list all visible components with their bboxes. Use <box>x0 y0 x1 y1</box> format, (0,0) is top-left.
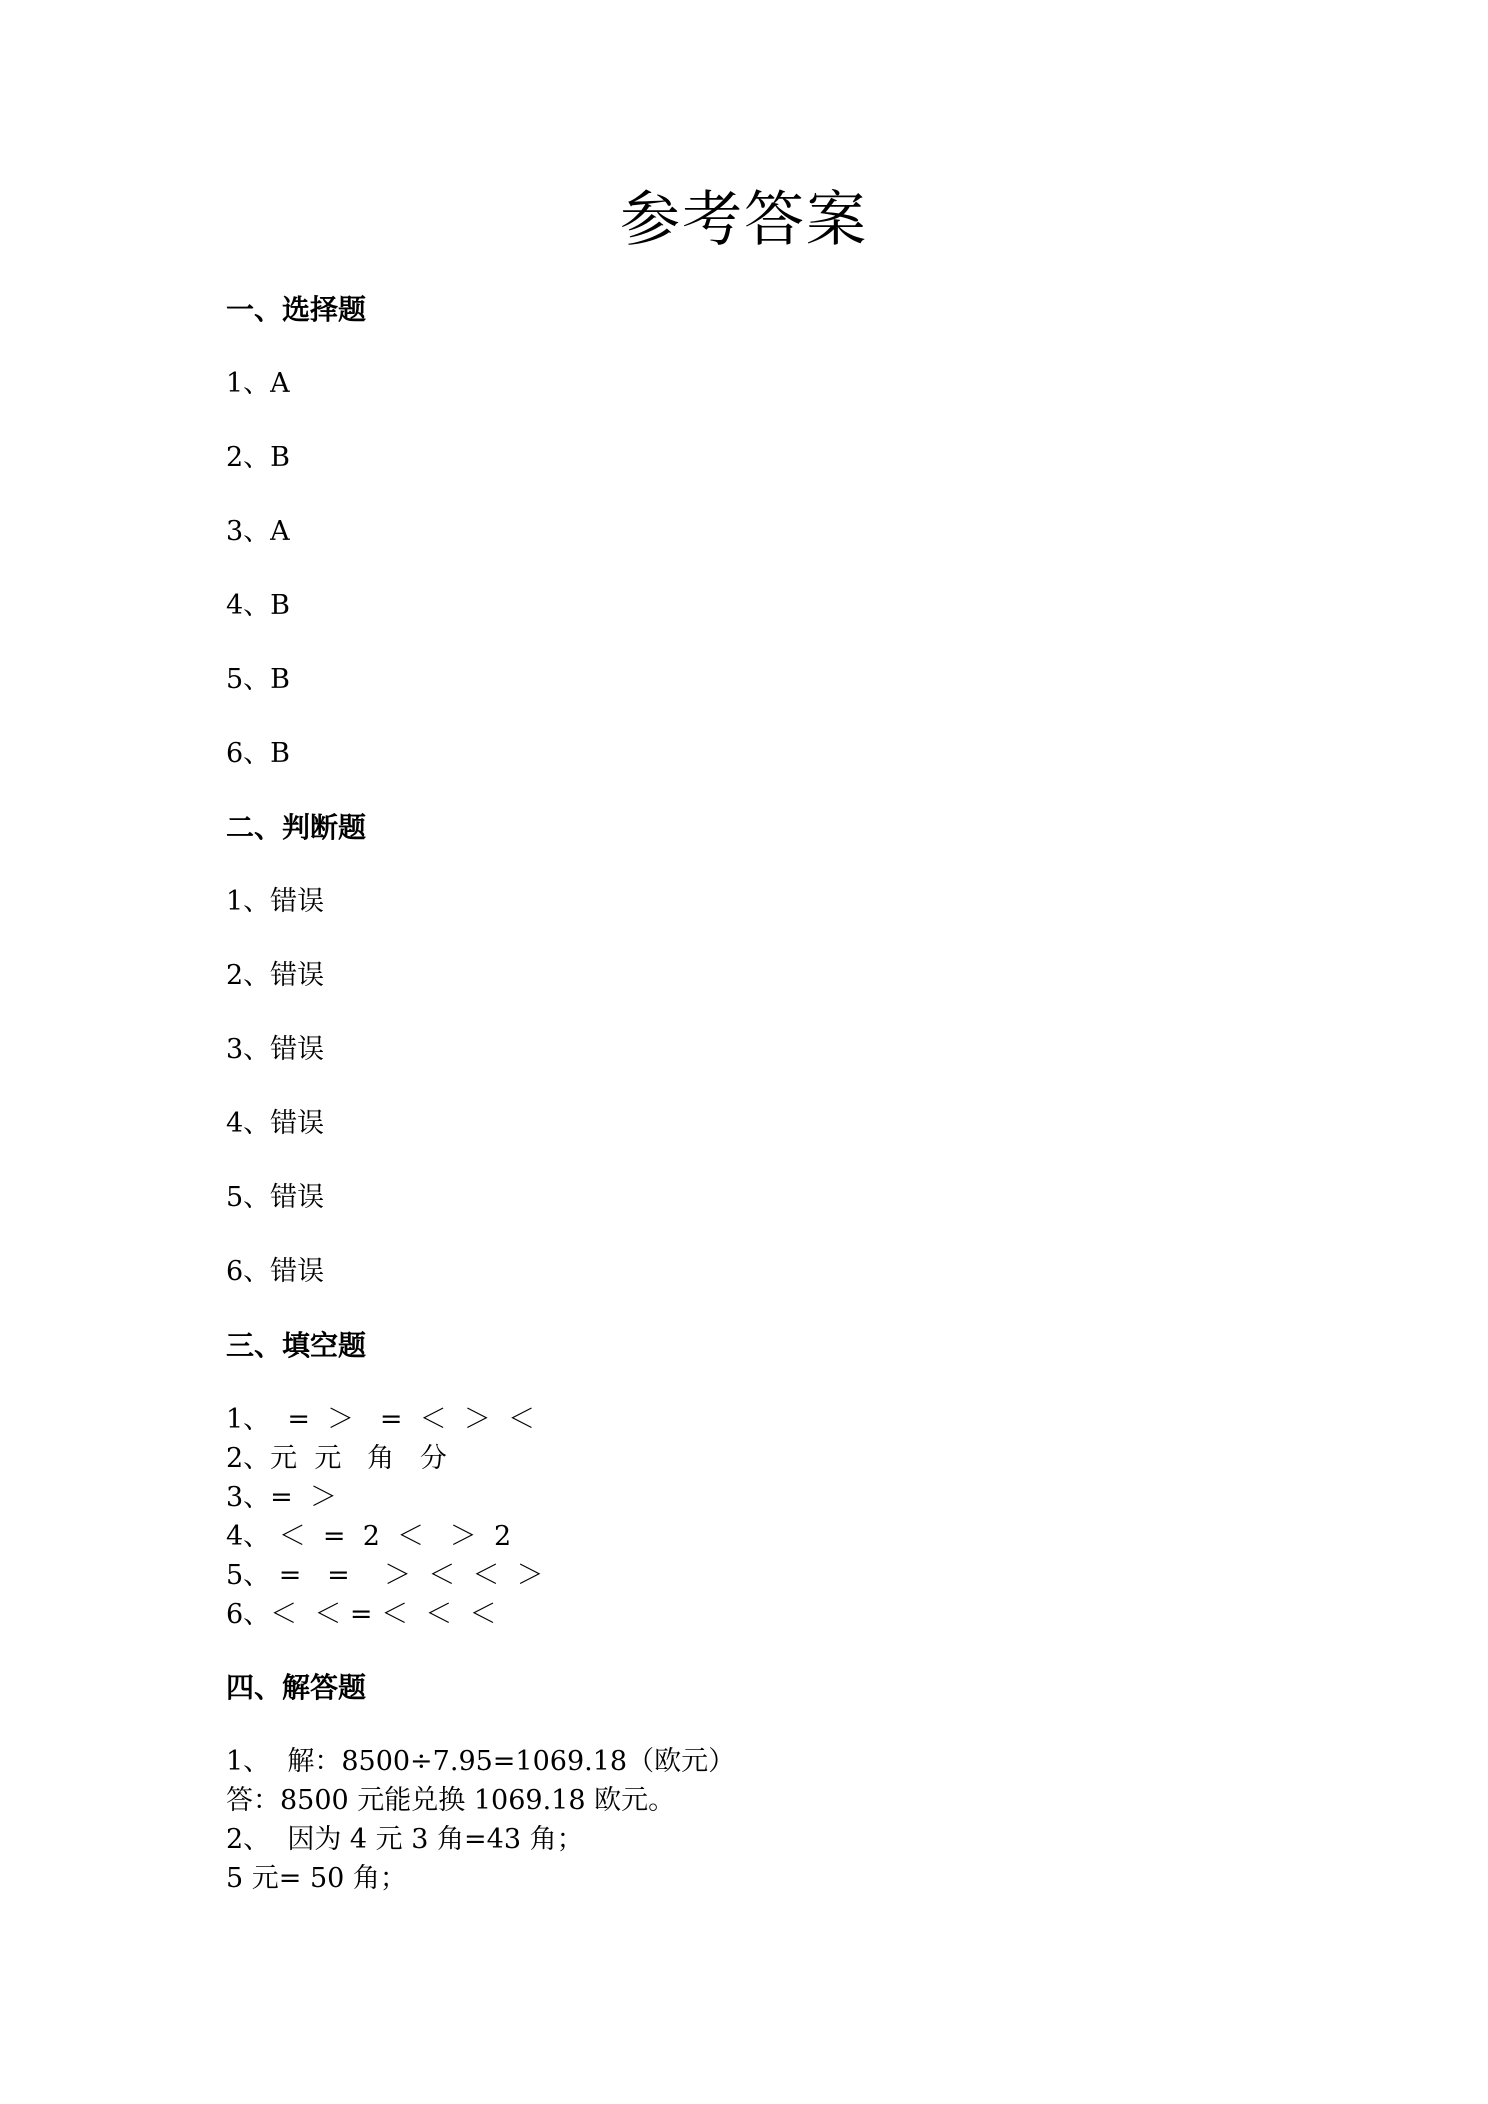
answer-item: 答：8500 元能兑换 1069.18 欧元。 <box>226 1785 676 1816</box>
answer-item: 1、 = ＞ = ＜ ＞ ＜ <box>226 1404 535 1435</box>
section-word-problems <box>226 1668 1326 1898</box>
answer-item: 3、= ＞ <box>226 1482 337 1513</box>
answer-item: 2、B <box>226 442 291 473</box>
answer-item: 6、＜ ＜ = ＜ ＜ ＜ <box>226 1599 497 1630</box>
section-heading: 二、判断题 <box>226 811 367 844</box>
answer-item: 4、B <box>226 590 291 621</box>
answer-item: 3、错误 <box>226 1034 325 1065</box>
section-heading: 四、解答题 <box>226 1671 367 1704</box>
answer-item: 5 元= 50 角； <box>226 1863 407 1894</box>
answer-item: 2、 因为 4 元 3 角=43 角； <box>226 1824 584 1855</box>
answer-item: 5、 = = ＞ ＜ ＜ ＞ <box>226 1560 544 1591</box>
answer-item: 6、错误 <box>226 1256 325 1287</box>
answer-item: 3、A <box>226 516 290 547</box>
section-multiple-choice <box>226 290 1326 774</box>
answer-item: 5、B <box>226 664 291 695</box>
answer-content <box>226 290 1326 1898</box>
answer-item: 1、A <box>226 368 290 399</box>
answer-item: 4、错误 <box>226 1108 325 1139</box>
answer-list <box>226 364 1326 774</box>
answer-item: 6、B <box>226 738 291 769</box>
answer-list <box>226 1400 1326 1634</box>
answer-item: 2、元 元 角 分 <box>226 1443 447 1474</box>
answer-item: 4、 ＜ = 2 ＜ ＞ 2 <box>226 1521 512 1552</box>
section-heading: 一、选择题 <box>226 293 367 326</box>
section-fill-in <box>226 1326 1326 1634</box>
section-heading: 三、填空题 <box>226 1329 367 1362</box>
answer-item: 1、 解：8500÷7.95=1069.18（欧元） <box>226 1746 736 1777</box>
answer-item: 1、错误 <box>226 886 325 917</box>
section-true-false <box>226 808 1326 1292</box>
page-title: 参考答案 <box>620 185 868 255</box>
answer-list <box>226 882 1326 1292</box>
answer-list <box>226 1742 1326 1898</box>
answer-item: 5、错误 <box>226 1182 325 1213</box>
answer-item: 2、错误 <box>226 960 325 991</box>
